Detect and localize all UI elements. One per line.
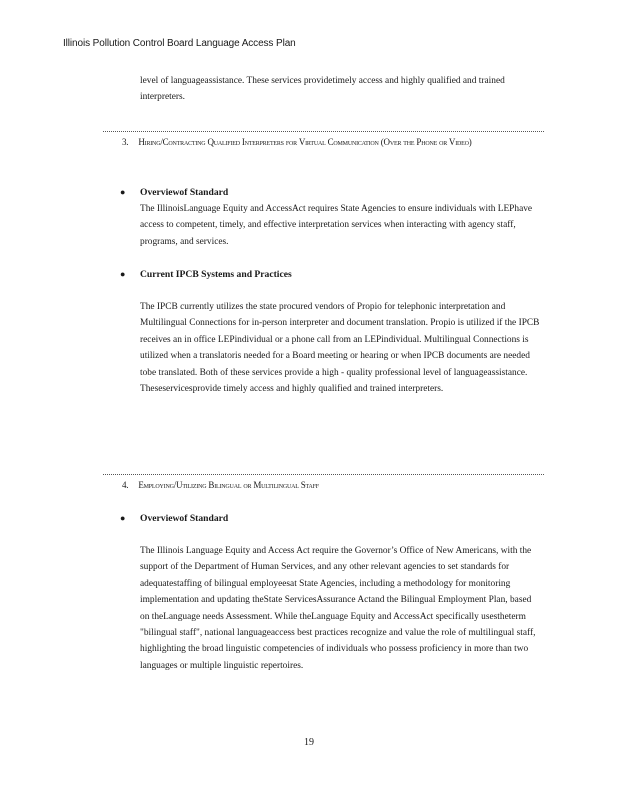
bullet-icon: ● bbox=[120, 187, 126, 197]
section-3-number: 3. bbox=[122, 137, 129, 147]
carryover-paragraph: level of languageassistance. These services providetimely access and highly qualified and trained interpreters. bbox=[140, 76, 505, 103]
section-3-heading bbox=[103, 135, 533, 150]
running-header: Illinois Pollution Control Board Language Access Plan bbox=[63, 38, 296, 49]
section-divider bbox=[103, 474, 544, 475]
overview-4-heading: Overviewof Standard bbox=[140, 513, 229, 524]
overview-4-text: The Illinois Language Equity and Access Act require the Governor’s Office of New Americans, with the support of the Department of Human Services, and any other relevant agencies to set standards for adequatestaffing of bilingual employeesat State Agencies, including a methodology for monitoring implementation and updating theState ServicesAssurance Actand the Bilingual Employment Plan, based on theLanguage needs Assessment. While theLanguage Equity and AccessAct specifically usestheterm "bilingual staff", national languageaccess best practices recognize and value the role of multilingual staff, highlighting the broad linguistic competencies of individuals who possess proficiency in more than two languages or multiple linguistic repertoires. bbox=[140, 546, 536, 671]
page-number: 19 bbox=[304, 737, 314, 748]
overview-3-text: The IllinoisLanguage Equity and AccessAct requires State Agencies to ensure individuals with LEPhave access to competent, timely, and effective interpretation services when interacting with agency staff, programs, and services. bbox=[140, 204, 533, 247]
bullet-overview-3 bbox=[120, 184, 550, 201]
current-ipcb-text: The IPCB currently utilizes the state procured vendors of Propio for telephonic interpretation and Multilingual Connections for in-person interpreter and document translation. Propio is utilized if the IPCB receives an in office LEPindividual or a phone call from an LEPindividual. Multilingual Connections is utilized when a translatoris needed for a Board meeting or hearing or when IPCB documents are needed tobe translated. Both of these services provide a high - quality professional level of languageassistance. Theseservicesprovide timely access and highly qualified and trained interpreters. bbox=[140, 302, 540, 395]
overview-3-heading: Overviewof Standard bbox=[140, 187, 229, 198]
bullet-current-ipcb bbox=[120, 266, 550, 283]
bullet-icon: ● bbox=[120, 513, 126, 523]
section-divider bbox=[103, 131, 544, 132]
bullet-overview-4 bbox=[120, 510, 550, 527]
section-4-title: Employing/Utilizing Bilingual or Multilingual Staff bbox=[138, 480, 319, 490]
section-4-number: 4. bbox=[122, 480, 129, 490]
section-3-title: Hiring/Contracting Qualified Interpreters for Virtual Communication (Over the Phone or Video) bbox=[138, 137, 472, 147]
section-4-heading bbox=[103, 478, 533, 493]
bullet-icon: ● bbox=[120, 269, 126, 279]
current-ipcb-heading: Current IPCB Systems and Practices bbox=[140, 269, 292, 280]
